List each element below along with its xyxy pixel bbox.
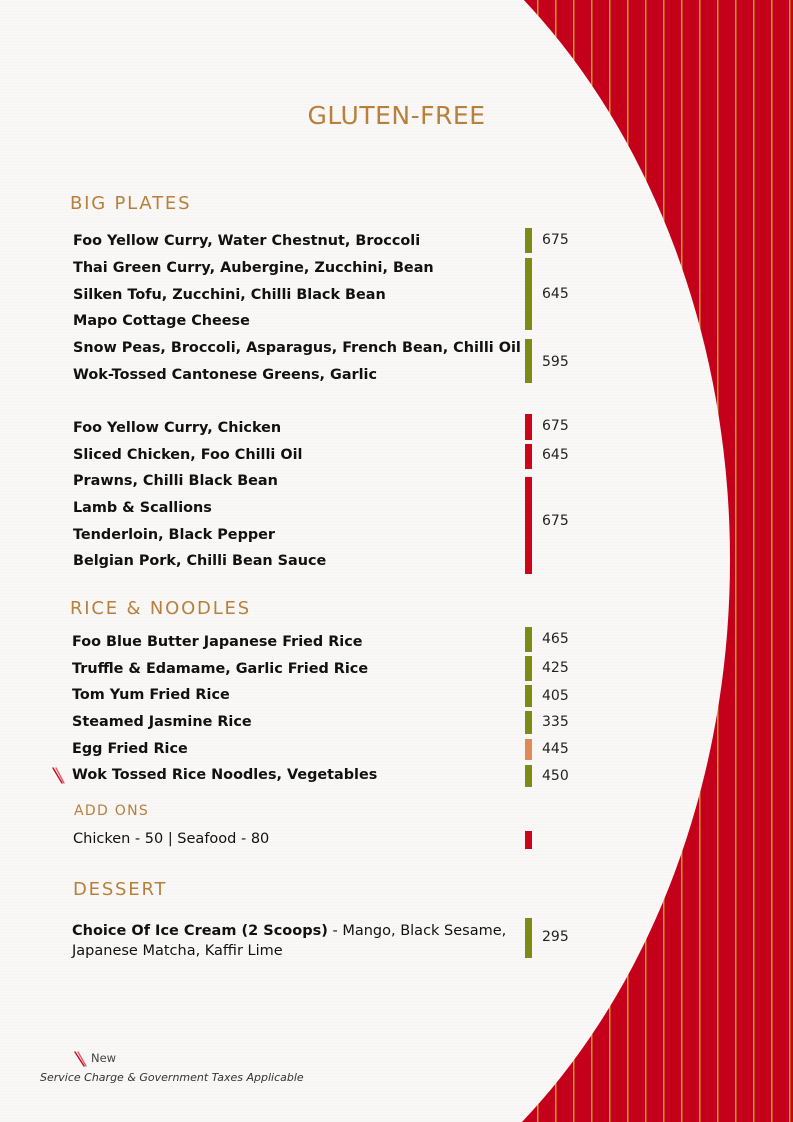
menu-item: Foo Yellow Curry, Water Chestnut, Broccoli (73, 233, 421, 249)
chopsticks-icon (74, 1051, 88, 1068)
price: 295 (542, 929, 569, 945)
section-heading-big-plates: BIG PLATES (70, 193, 192, 214)
menu-item: Wok Tossed Rice Noodles, Vegetables (72, 767, 378, 783)
veg-marker (525, 258, 532, 330)
price: 425 (542, 660, 569, 676)
section-heading-add-ons: ADD ONS (74, 803, 150, 819)
menu-item: Mapo Cottage Cheese (73, 313, 250, 329)
menu-item: Thai Green Curry, Aubergine, Zucchini, Bean (73, 260, 434, 276)
price: 595 (542, 354, 569, 370)
veg-marker (525, 627, 532, 652)
non-veg-marker (525, 444, 532, 469)
price: 645 (542, 286, 569, 302)
price: 675 (542, 232, 569, 248)
veg-marker (525, 228, 532, 253)
dessert-item-description: - Mango, Black Sesame, Japanese Matcha, Kaffir Lime (72, 923, 507, 959)
price: 450 (542, 768, 569, 784)
page-title: GLUTEN-FREE (307, 101, 486, 130)
price: 645 (542, 447, 569, 463)
veg-marker (525, 656, 532, 681)
non-veg-marker (525, 414, 532, 440)
section-heading-rice-noodles: RICE & NOODLES (70, 598, 251, 619)
menu-item: Truffle & Edamame, Garlic Fried Rice (72, 661, 369, 677)
non-veg-marker (525, 831, 532, 849)
non-veg-marker (525, 477, 532, 574)
menu-item: Tom Yum Fried Rice (72, 687, 230, 703)
egg-marker (525, 739, 532, 760)
price: 445 (542, 741, 569, 757)
menu-item: Snow Peas, Broccoli, Asparagus, French Bean, Chilli Oil (73, 340, 521, 356)
menu-item: Sliced Chicken, Foo Chilli Oil (73, 447, 303, 463)
veg-marker (525, 685, 532, 707)
menu-item: Wok-Tossed Cantonese Greens, Garlic (73, 367, 378, 383)
menu-item: Foo Yellow Curry, Chicken (73, 420, 282, 436)
menu-item: Silken Tofu, Zucchini, Chilli Black Bean (73, 287, 386, 303)
taxes-note: Service Charge & Government Taxes Applicable (40, 1071, 304, 1084)
legend-new-label: New (91, 1051, 117, 1065)
price: 405 (542, 688, 569, 704)
dessert-item (72, 921, 512, 961)
veg-marker (525, 339, 532, 383)
price: 675 (542, 418, 569, 434)
add-ons-text: Chicken - 50 | Seafood - 80 (73, 831, 270, 847)
veg-marker (525, 711, 532, 734)
menu-item: Tenderloin, Black Pepper (73, 527, 276, 543)
menu-item: Belgian Pork, Chilli Bean Sauce (73, 553, 327, 569)
price: 335 (542, 714, 569, 730)
price: 675 (542, 513, 569, 529)
veg-marker (525, 765, 532, 787)
menu-item: Prawns, Chilli Black Bean (73, 473, 278, 489)
menu-item: Steamed Jasmine Rice (72, 714, 252, 730)
menu-item: Egg Fried Rice (72, 741, 188, 757)
dessert-item-name: Choice Of Ice Cream (2 Scoops) (72, 923, 328, 939)
price: 465 (542, 631, 569, 647)
menu-item: Foo Blue Butter Japanese Fried Rice (72, 634, 363, 650)
chopsticks-icon (52, 767, 66, 785)
section-heading-dessert: DESSERT (73, 879, 168, 900)
menu-item: Lamb & Scallions (73, 500, 212, 516)
veg-marker (525, 918, 532, 958)
